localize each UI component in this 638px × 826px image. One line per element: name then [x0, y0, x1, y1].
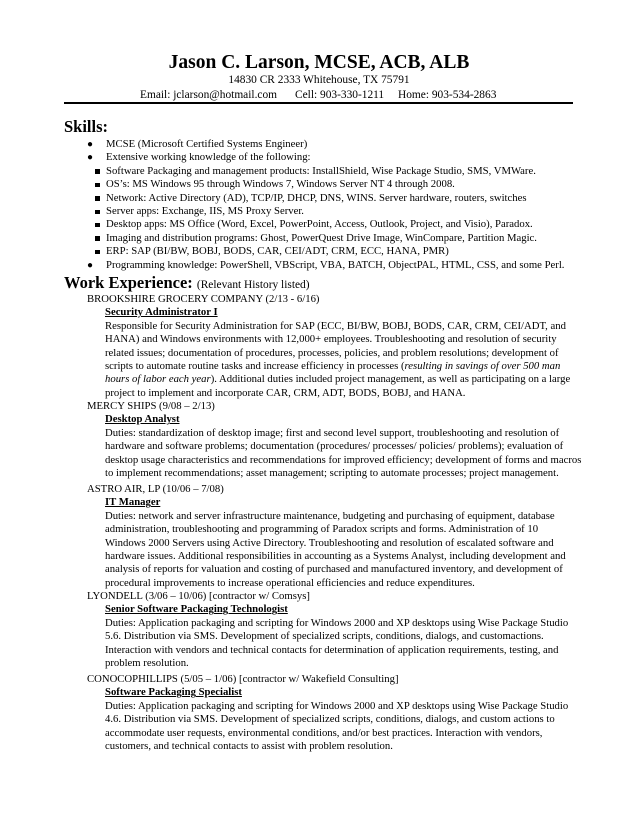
- job-entry: [64, 400, 584, 480]
- job-company: CONOCOPHILLIPS (5/05 – 1/06) [contractor w/ Wakefield Consulting]: [87, 673, 399, 685]
- skill-text: Extensive working knowledge of the following:: [106, 151, 311, 164]
- job-description: [64, 320, 584, 400]
- job-line: 5.6. Distribution via SMS. Development of specialized scripts, conditions, dialogs, and customactions.: [105, 630, 544, 643]
- job-entry: [64, 483, 584, 590]
- job-line: Duties: Application packaging and scripting for Windows 2000 and XP desktops using Wise Package Studio: [105, 699, 569, 712]
- job-entry: [64, 673, 584, 753]
- job-line: desktop usage characteristics and recommendations for improved efficiency; development of forms and macros: [105, 453, 582, 466]
- job-line: procedural improvements to increase operational efficiencies and reduce expenditures.: [105, 576, 475, 589]
- address-line: 14830 CR 2333 Whitehouse, TX 75791: [228, 74, 410, 86]
- skill-text: Programming knowledge: PowerShell, VBScript, VBA, BATCH, ObjectPAL, HTML, CSS, and some Perl.: [106, 258, 565, 271]
- skill-item: [64, 151, 584, 164]
- skill-text: MCSE (Microsoft Certified Systems Engineer): [106, 138, 308, 150]
- square-bullet-icon: [95, 223, 100, 228]
- job-description: [64, 617, 584, 671]
- email-text: Email: jclarson@hotmail.com: [140, 89, 278, 101]
- job-line: Duties: network and server infrastructure maintenance, budgeting and purchasing of equipment, database: [105, 509, 555, 522]
- job-company: MERCY SHIPS (9/08 – 2/13): [87, 400, 215, 412]
- home-phone-text: Home: 903-534-2863: [398, 89, 497, 101]
- skill-subitem: [64, 178, 584, 191]
- square-bullet-icon: [95, 236, 100, 241]
- job-title: Security Administrator I: [105, 306, 218, 319]
- square-bullet-icon: [95, 169, 100, 174]
- job-line: hardware issues. Additional responsibilities in accounting as a Systems Analyst, including development and: [105, 550, 566, 563]
- work-heading-text: Work Experience:: [64, 273, 193, 292]
- job-title: Senior Software Packaging Technologist: [105, 603, 288, 616]
- skill-subitem-text: ERP: SAP (BI/BW, BOBJ, BODS, CAR, CEI/ADT, CRM, ECC, HANA, PMR): [106, 245, 449, 258]
- skill-sublist: [64, 165, 584, 259]
- work-experience-heading: [64, 273, 310, 295]
- bullet-icon: ●: [87, 152, 94, 164]
- job-description: [64, 510, 584, 590]
- job-line: HANA) and Windows environments with 12,000+ employees. Troubleshooting and resolution of security: [105, 333, 557, 346]
- skill-subitem: [64, 165, 584, 178]
- skill-subitem: [64, 205, 584, 218]
- header-divider: [64, 102, 573, 104]
- square-bullet-icon: [95, 183, 100, 188]
- job-line: related issues; documentation of procedures, processes, policies, and problem resolutions; development of: [105, 346, 559, 359]
- job-line: scripts to automate routine tasks and increase efficiency in processes (resulting in savings of over 500 man: [105, 360, 561, 373]
- work-heading-note: (Relevant History listed): [196, 279, 310, 291]
- job-line: project to implement and incorporate CAR, CRM, ADT, BODS, BOBJ, and HANA.: [105, 386, 466, 399]
- job-title: Software Packaging Specialist: [105, 686, 242, 699]
- job-line: Windows 2000 Servers using Active Directory. Troubleshooting and resolution of escalated software and: [105, 536, 554, 549]
- job-line: analysis of reports for valuation and costing of purchased and manufactured inventory, and development of: [105, 563, 563, 576]
- skills-heading: Skills:: [64, 117, 109, 136]
- skill-subitem-text: Desktop apps: MS Office (Word, Excel, PowerPoint, Access, Outlook, Project, and Visio), Paradox.: [106, 218, 533, 231]
- skill-item: [64, 259, 584, 272]
- job-company: BROOKSHIRE GROCERY COMPANY (2/13 - 6/16): [87, 293, 320, 305]
- skill-subitem-text: Imaging and distribution programs: Ghost, PowerQuest Drive Image, WinCompare, Partition Magic.: [106, 231, 537, 244]
- job-entry: [64, 590, 584, 670]
- skill-subitem-text: Network: Active Directory (AD), TCP/IP, DHCP, DNS, WINS. Server hardware, routers, switches: [106, 191, 527, 204]
- skill-item: [64, 138, 584, 151]
- bullet-icon: ●: [87, 259, 94, 271]
- skill-subitem-text: Server apps: Exchange, IIS, MS Proxy Server.: [106, 205, 304, 218]
- skills-list: [64, 138, 584, 272]
- job-entry: [64, 293, 584, 400]
- cell-phone-text: Cell: 903-330-1211: [295, 89, 385, 101]
- skill-subitem: [64, 232, 584, 245]
- job-company: ASTRO AIR, LP (10/06 – 7/08): [87, 483, 224, 495]
- skill-subitem: [64, 192, 584, 205]
- job-line: Responsible for Security Administration for SAP (ECC, BI/BW, BOBJ, BODS, CAR, CRM, CEI/ADT, and: [105, 319, 566, 332]
- job-line: hardware and software problems; documentation (procedures/ processes/ policies/ problems); evaluation of: [105, 440, 564, 453]
- job-title: Desktop Analyst: [105, 413, 180, 426]
- job-line: customers, and technical contacts to assist with problem resolution.: [105, 740, 393, 753]
- candidate-name: Jason C. Larson, MCSE, ACB, ALB: [168, 52, 470, 73]
- job-company: LYONDELL (3/06 – 10/06) [contractor w/ Comsys]: [87, 590, 310, 602]
- square-bullet-icon: [95, 210, 100, 215]
- job-line: Duties: standardization of desktop image; first and second level support, troubleshooting and resolution of: [105, 426, 560, 439]
- skill-subitem: [64, 245, 584, 258]
- job-line: problem resolution.: [105, 657, 189, 670]
- skill-subitem: [64, 218, 584, 231]
- job-title: IT Manager: [105, 496, 161, 509]
- job-line: administration, troubleshooting and programming of Paradox scripts and forms. Administration of 10: [105, 523, 539, 536]
- skill-subitem-text: OS’s: MS Windows 95 through Windows 7, Windows Server NT 4 through 2008.: [106, 178, 455, 191]
- job-line: Interaction with vendors and technical contacts for determination of application requirements, testing, and: [105, 643, 559, 656]
- square-bullet-icon: [95, 250, 100, 255]
- job-line: accommodate user requests, environmental conditions, and/or best practices. Interaction with vendors,: [105, 726, 543, 739]
- job-description: [64, 700, 584, 754]
- square-bullet-icon: [95, 196, 100, 201]
- skill-subitem-text: Software Packaging and management products: InstallShield, Wise Package Studio, SMS, VMWare.: [106, 164, 536, 177]
- job-line: hours of labor each year). Additional duties included project management, as well as participating on a large: [105, 373, 571, 386]
- job-line: Duties: Application packaging and scripting for Windows 2000 and XP desktops using Wise Package Studio: [105, 616, 569, 629]
- job-description: [64, 427, 584, 481]
- job-line: to implement recommendations; asset management; scripting to automate processes; project management.: [105, 467, 559, 480]
- job-line: 4.6. Distribution via SMS. Development of specialized scripts, conditions, dialogs, and custom actions to: [105, 713, 555, 726]
- bullet-icon: ●: [87, 139, 94, 150]
